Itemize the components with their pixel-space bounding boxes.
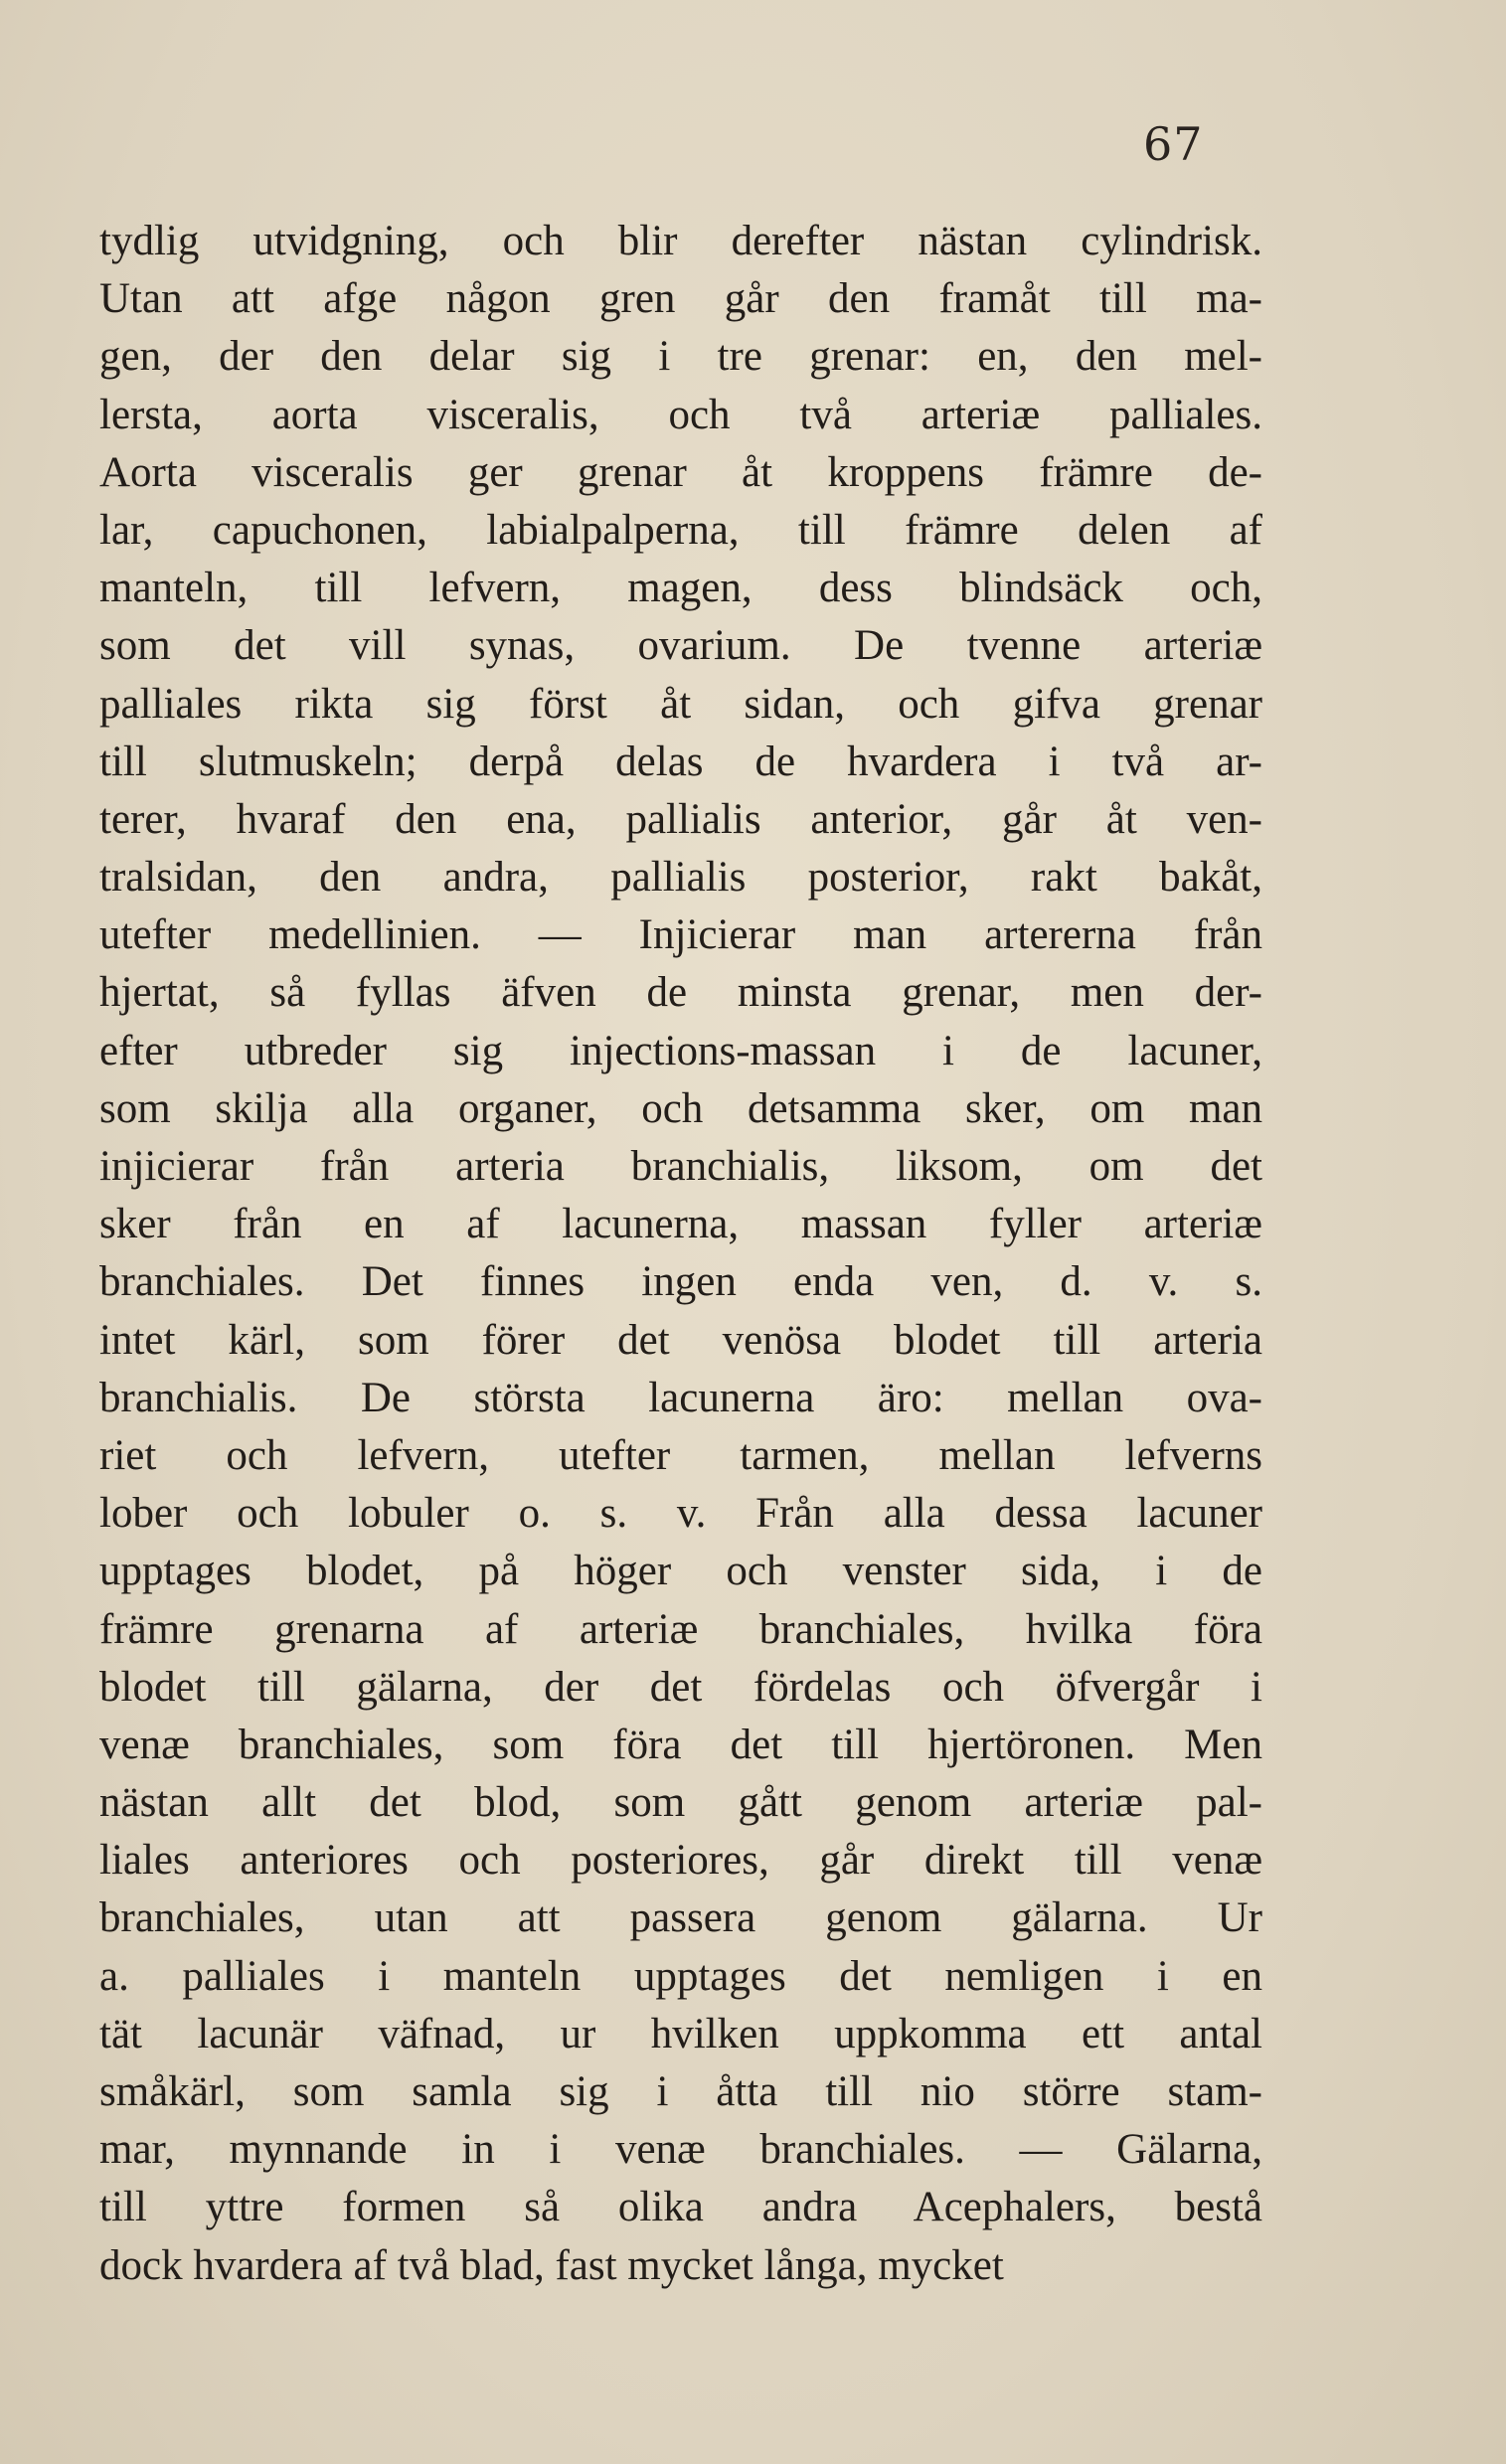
body-text: [99, 213, 1262, 2295]
text-line: efter utbreder sig injections-massan i de lacuner,: [99, 1027, 1262, 1074]
text-line: lar, capuchonen, labialpalperna, till främre delen af: [99, 506, 1262, 554]
text-line: palliales rikta sig först åt sidan, och gifva grenar: [99, 680, 1262, 728]
text-line: Utan att afge någon gren går den framåt till ma-: [99, 275, 1262, 323]
text-line: nästan allt det blod, som gått genom arteriæ pal-: [99, 1779, 1262, 1827]
text-line: branchiales. Det finnes ingen enda ven, d. v. s.: [99, 1258, 1262, 1306]
text-line: venæ branchiales, som föra det till hjertöronen. Men: [99, 1721, 1262, 1768]
text-line: lersta, aorta visceralis, och två arteriæ palliales.: [99, 391, 1262, 438]
text-line: gen, der den delar sig i tre grenar: en, den mel-: [99, 333, 1262, 381]
page-number: 67: [1143, 117, 1204, 171]
text-line: småkärl, som samla sig i åtta till nio större stam-: [99, 2068, 1262, 2115]
text-line: som skilja alla organer, och detsamma sker, om man: [99, 1084, 1262, 1132]
text-line: främre grenarna af arteriæ branchiales, hvilka föra: [99, 1605, 1262, 1653]
text-line: sker från en af lacunerna, massan fyller arteriæ: [99, 1201, 1262, 1248]
text-line: dock hvardera af två blad, fast mycket långa, mycket: [99, 2241, 1004, 2289]
text-line: mar, mynnande in i venæ branchiales. — Gälarna,: [99, 2126, 1262, 2174]
text-line: till yttre formen så olika andra Acephalers, bestå: [99, 2184, 1262, 2231]
text-line: Aorta visceralis ger grenar åt kroppens främre de-: [99, 448, 1262, 496]
text-line: blodet till gälarna, der det fördelas och öfvergår i: [99, 1663, 1262, 1711]
text-line: liales anteriores och posteriores, går direkt till venæ: [99, 1837, 1262, 1885]
text-line: utefter medellinien. — Injicierar man artererna från: [99, 911, 1262, 959]
text-line: upptages blodet, på höger och venster sida, i de: [99, 1548, 1262, 1595]
text-line: tralsidan, den andra, pallialis posterior, rakt bakåt,: [99, 854, 1262, 902]
text-line: lober och lobuler o. s. v. Från alla dessa lacuner: [99, 1490, 1262, 1538]
text-line: riet och lefvern, utefter tarmen, mellan lefverns: [99, 1431, 1262, 1479]
text-line: hjertat, så fyllas äfven de minsta grenar, men der-: [99, 969, 1262, 1017]
text-line: tät lacunär väfnad, ur hvilken uppkomma ett antal: [99, 2010, 1262, 2057]
text-line: manteln, till lefvern, magen, dess blindsäck och,: [99, 565, 1262, 612]
text-line: branchiales, utan att passera genom gälarna. Ur: [99, 1894, 1262, 1942]
text-line: injicierar från arteria branchialis, liksom, om det: [99, 1143, 1262, 1190]
text-line: terer, hvaraf den ena, pallialis anterior, går åt ven-: [99, 795, 1262, 843]
text-line: till slutmuskeln; derpå delas de hvardera i två ar-: [99, 738, 1262, 785]
text-line: branchialis. De största lacunerna äro: mellan ova-: [99, 1374, 1262, 1421]
text-line: som det vill synas, ovarium. De tvenne arteriæ: [99, 622, 1262, 670]
text-line: a. palliales i manteln upptages det nemligen i en: [99, 1952, 1262, 2000]
text-line: intet kärl, som förer det venösa blodet till arteria: [99, 1316, 1262, 1364]
text-line: tydlig utvidgning, och blir derefter nästan cylindrisk.: [99, 218, 1262, 264]
